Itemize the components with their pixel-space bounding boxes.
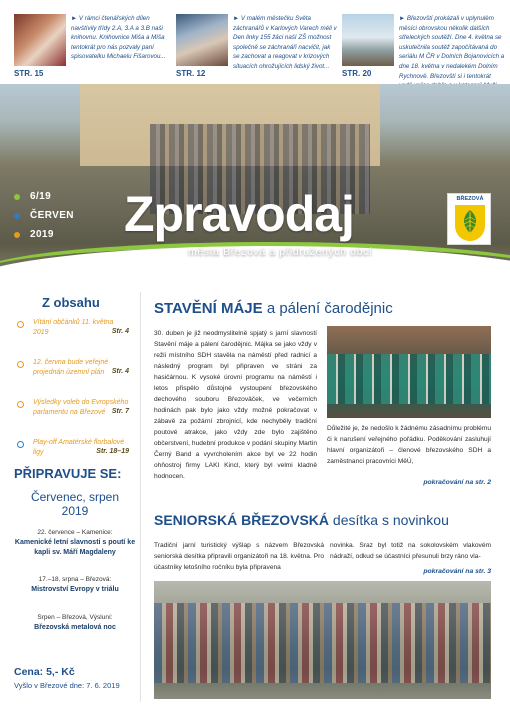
event-name: Kamenické letní slavnosti s poutí ke kapli sv. Máří Magdaleny <box>14 539 136 556</box>
teaser-rescuers[interactable] <box>176 14 336 80</box>
upcoming-event <box>14 528 136 558</box>
teaser-shooting[interactable] <box>342 14 505 80</box>
toc-item[interactable] <box>17 318 129 358</box>
masthead-subtitle: města Březová a přidružených obcí <box>188 246 373 258</box>
teaser-text: ► Březovští prokázali v uplynulém měsíci obrovskou několik dalších střeleckých soutěží. Dne 4. května se uskutečnila soutěž započítávaná do seriálu M ČR v Dolních Bojanovicích a dne 18. května v nedalekém Dolním Rychnově. Březovští si i tentokrát <box>399 15 505 80</box>
teaser-text: ► V rámci čtenářských dílen navštívily třídy 2.A, 3.A a 3.B naši knihovnu. Knihovnice Miša a Míša tentokrát pro nás pozvaly paní spisovatelku Michaelu Fišarovou... <box>71 15 166 61</box>
event-date: 17.–18. srpna – Březová: <box>38 576 112 583</box>
teaser-strip <box>0 0 510 92</box>
year-dot-icon <box>14 232 20 238</box>
article-seniors-body: Tradiční jarní turistický výšlap s názvem Březovská seniorská desítka připravili organizátoři na 18. května. Pro účastníky letošního ročníku byla připravena <box>154 542 324 571</box>
teaser-photo <box>14 14 66 66</box>
article-maypole-body: 30. duben je již neodmyslitelně spjatý s jarní slavností Stavění máje a pálení čarodějnic. Májka se jako vždy v režii místního SDH stavěla na náměstí před radnicí a následný program byl připraven ve stráni za hasičárnou. K vysoké úrovni programu na náměstí i letos přispělo důstojné vystoupení březovského dechového souboru Březovǎček, ve večerních hodinách pak bylo jako vždy možné pokračovat v zábavě za požární zbrojnicí, kde nechyběly tradiční poutové atrakce, jako vždy zde bylo zajištěno občerstvení, hudební produkce v podání skupiny Martin Černý Band a vyvrcholením akce byl ve 22 hodin ohňostroj firmy LAKI Kincl, který byl velmi kladně hodnocen. <box>154 330 317 480</box>
teaser-photo <box>176 14 228 66</box>
toc-item-page: Str. 18–19 <box>96 448 129 455</box>
event-name: Březovská metalová noc <box>34 624 116 631</box>
teaser-text: ► V malém městečku Světa záchranářů v Karlových Varech měli v Den linky 155 žáci naší ZŠ možnost společně se záchranáři nacvičit, jak se zachovat a reagovat v krizových situacích ohrožujících lidský život... <box>233 15 337 70</box>
toc-item-label: Vítání občánků 11. května 2019 <box>33 319 114 336</box>
article-title-rest: a pálení čarodějnic <box>266 300 393 317</box>
upcoming-heading: PŘIPRAVUJE SE: <box>14 466 122 481</box>
toc-item-page: Str. 4 <box>111 328 129 335</box>
town-crest <box>447 193 491 245</box>
bullet-ring-icon <box>17 321 24 328</box>
toc-item-page: Str. 4 <box>111 368 129 375</box>
birch-leaf-icon <box>459 209 481 235</box>
toc-item-label: Výsledky voleb do Evropského parlamentu na Březové <box>33 399 129 416</box>
bullet-ring-icon <box>17 361 24 368</box>
article-maypole-title[interactable] <box>154 300 393 317</box>
issue-number: 6/19 <box>30 191 52 202</box>
issue-dot-icon <box>14 194 20 200</box>
article-title-bold: STAVĚNÍ MÁJE <box>154 300 263 317</box>
article-title-bold: SENIORSKÁ BŘEZOVSKÁ <box>154 512 330 528</box>
upcoming-event <box>14 613 136 633</box>
toc-item[interactable] <box>17 398 129 438</box>
teaser-page: STR. 12 <box>176 69 206 78</box>
toc-item-label: Play-off Amatérské florbalové ligy <box>33 439 125 456</box>
crest-label: BŘEZOVÁ <box>456 196 484 202</box>
issue-price: Cena: 5,- Kč <box>14 666 75 678</box>
continued-link[interactable]: pokračování na str. 2 <box>423 479 491 486</box>
photo-band-members <box>327 354 491 404</box>
column-divider <box>140 292 141 702</box>
article-title-rest: desítka s novinkou <box>332 512 449 528</box>
brass-band-photo <box>327 326 491 418</box>
article-seniors-title[interactable] <box>154 512 449 528</box>
issue-year: 2019 <box>30 229 54 240</box>
teaser-page: STR. 20 <box>342 69 372 78</box>
seniors-group-photo <box>154 581 491 699</box>
event-name: Mistrovství Evropy v triálu <box>31 586 119 593</box>
continued-link[interactable]: pokračování na str. 3 <box>423 568 491 575</box>
toc-item-label: 12. června bude veřejné projednán územní plán <box>33 359 109 376</box>
event-date: 22. července – Kamenice: <box>37 529 113 536</box>
upcoming-event <box>14 575 136 595</box>
teaser-photo <box>342 14 394 66</box>
article-maypole-body-2: Důležité je, že nedošlo k žádnému zásadnímu problému či k narušení veřejného pořádku. Poděkování zasluhují hlavní organizátoři – členové březovského SDH a zaměstnanci pracovníci MěÚ, <box>327 425 491 465</box>
bullet-ring-icon <box>17 401 24 408</box>
photo-hikers <box>154 603 491 683</box>
upcoming-period: Červenec, srpen 2019 <box>30 490 120 518</box>
release-date: Vyšlo v Březové dne: 7. 6. 2019 <box>14 681 120 690</box>
toc-heading: Z obsahu <box>42 295 100 310</box>
issue-month: ČERVEN <box>30 210 74 221</box>
month-dot-icon <box>14 213 20 219</box>
toc-item[interactable] <box>17 358 129 398</box>
event-date: Srpen – Březová, Výsluní: <box>37 614 113 621</box>
issue-info <box>14 187 94 244</box>
masthead-title: Zpravodaj <box>124 186 354 242</box>
table-of-contents <box>17 318 129 478</box>
teaser-page: STR. 15 <box>14 69 44 78</box>
bullet-ring-icon <box>17 441 24 448</box>
crest-shield-icon <box>455 205 485 241</box>
teaser-reading-workshops[interactable] <box>14 14 172 80</box>
article-seniors-body-2: novinka. Sraz byl totiž na sokolovském vlakovém nádraží, odkud se účastníci přesunuli brzy ráno vla- <box>330 542 491 560</box>
toc-item-page: Str. 7 <box>111 408 129 415</box>
